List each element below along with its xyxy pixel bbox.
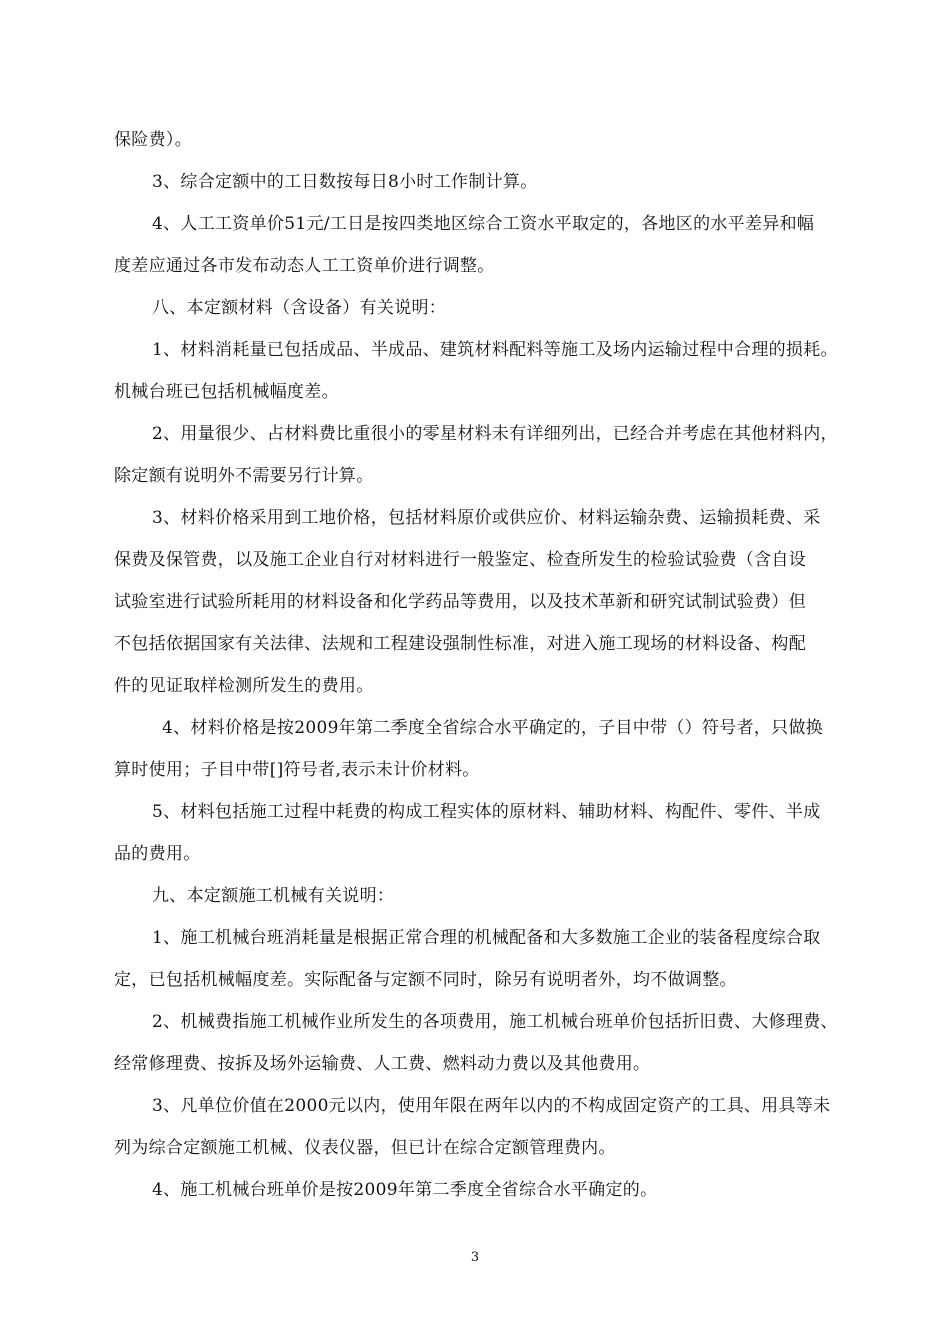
- text-line: 定，已包括机械幅度差。实际配备与定额不同时，除另有说明者外，均不做调整。: [114, 970, 737, 990]
- text-line: 4、施工机械台班单价是按2009年第二季度全省综合水平确定的。: [152, 1180, 658, 1200]
- text-line: 机械台班已包括机械幅度差。: [114, 382, 339, 402]
- text-line: 保费及保管费，以及施工企业自行对材料进行一般鉴定、检查所发生的检验试验费（含自设: [114, 550, 806, 570]
- text-line: 1、材料消耗量已包括成品、半成品、建筑材料配料等施工及场内运输过程中合理的损耗。: [152, 340, 838, 360]
- text-line: 2、用量很少、占材料费比重很小的零星材料未有详细列出，已经合并考虑在其他材料内，: [152, 424, 838, 444]
- text-line: 除定额有说明外不需要另行计算。: [114, 466, 374, 486]
- text-line: 不包括依据国家有关法律、法规和工程建设强制性标准，对进入施工现场的材料设备、构配: [114, 634, 806, 654]
- text-line: 3、凡单位价值在2000元以内，使用年限在两年以内的不构成固定资产的工具、用具等未: [152, 1096, 831, 1116]
- page-number: 3: [470, 1250, 480, 1265]
- text-line: 试验室进行试验所耗用的材料设备和化学药品等费用，以及技术革新和研究试制试验费）但: [114, 592, 806, 612]
- section-heading: 九、本定额施工机械有关说明：: [152, 886, 395, 906]
- text-line: 经常修理费、按拆及场外运输费、人工费、燃料动力费以及其他费用。: [114, 1054, 651, 1074]
- text-line: 品的费用。: [114, 844, 201, 864]
- text-line: 1、施工机械台班消耗量是根据正常合理的机械配备和大多数施工企业的装备程度综合取: [152, 928, 821, 948]
- text-line: 列为综合定额施工机械、仪表仪器，但已计在综合定额管理费内。: [114, 1138, 616, 1158]
- text-line: 算时使用；子目中带[]符号者,表示未计价材料。: [114, 760, 480, 780]
- text-line: 保险费）。: [114, 130, 192, 150]
- section-heading: 八、本定额材料（含设备）有关说明：: [152, 298, 447, 318]
- text-line: 3、综合定额中的工日数按每日8小时工作制计算。: [152, 172, 538, 192]
- text-line: 4、材料价格是按2009年第二季度全省综合水平确定的，子目中带（）符号者，只做换: [162, 718, 824, 738]
- text-line: 2、机械费指施工机械作业所发生的各项费用，施工机械台班单价包括折旧费、大修理费、: [152, 1012, 838, 1032]
- text-line: 5、材料包括施工过程中耗费的构成工程实体的原材料、辅助材料、构配件、零件、半成: [152, 802, 821, 822]
- text-line: 3、材料价格采用到工地价格，包括材料原价或供应价、材料运输杂费、运输损耗费、采: [152, 508, 821, 528]
- text-line: 度差应通过各市发布动态人工工资单价进行调整。: [114, 256, 495, 276]
- text-line: 4、人工工资单价51元/工日是按四类地区综合工资水平取定的，各地区的水平差异和幅: [152, 214, 815, 234]
- text-line: 件的见证取样检测所发生的费用。: [114, 676, 374, 696]
